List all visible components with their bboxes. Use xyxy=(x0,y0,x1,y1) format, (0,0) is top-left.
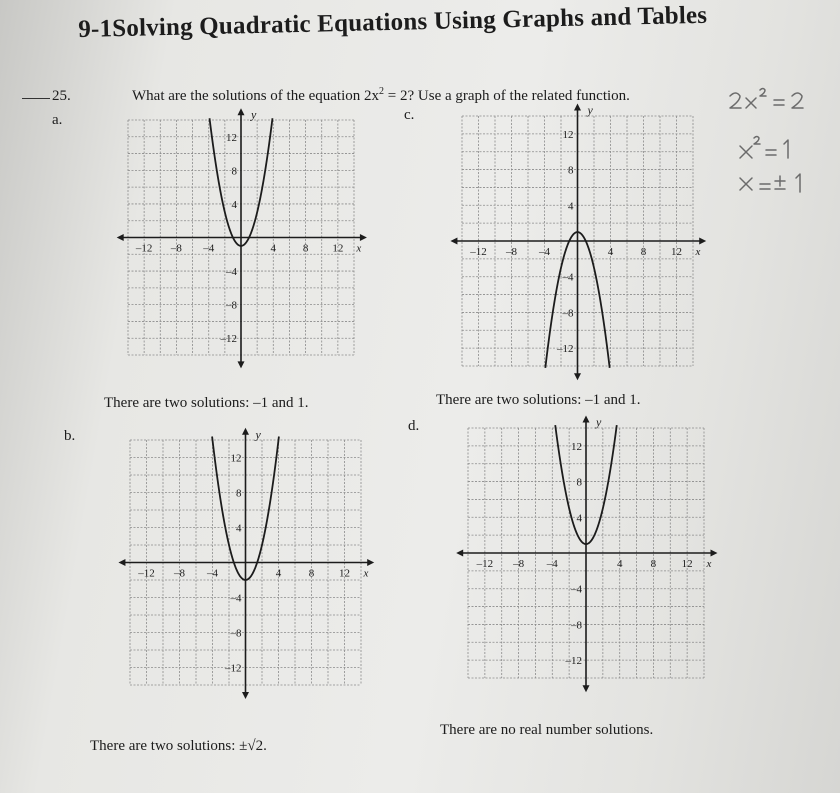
y-tick-label: 4 xyxy=(236,522,242,535)
y-tick-label: 8 xyxy=(231,165,237,178)
x-tick-label: –8 xyxy=(174,567,185,580)
option-d-caption: There are no real number solutions. xyxy=(440,722,654,738)
x-tick-label: 4 xyxy=(270,242,277,255)
axis-arrow-icon xyxy=(118,559,125,566)
x-axis-label: x xyxy=(706,558,712,570)
y-tick-label: 8 xyxy=(568,164,574,177)
axis-arrow-icon xyxy=(450,238,457,245)
y-tick-label: 4 xyxy=(576,512,582,525)
y-tick-label: –8 xyxy=(226,299,237,312)
x-tick-label: –12 xyxy=(135,242,153,255)
x-tick-label: 4 xyxy=(275,567,282,580)
axis-arrow-icon xyxy=(242,692,249,699)
option-b-caption: There are two solutions: ±√2. xyxy=(90,738,267,754)
x-tick-label: 12 xyxy=(332,242,344,255)
axis-arrow-icon xyxy=(699,238,706,245)
x-tick-label: 8 xyxy=(302,242,309,255)
y-tick-label: –12 xyxy=(220,333,237,346)
axis-arrow-icon xyxy=(583,416,590,423)
handwritten-work xyxy=(712,86,822,216)
y-tick-label: 4 xyxy=(568,200,574,213)
x-tick-label: 4 xyxy=(616,558,623,570)
axis-arrow-icon xyxy=(710,550,717,557)
y-tick-label: –12 xyxy=(565,655,582,668)
option-a-caption: There are two solutions: –1 and 1. xyxy=(104,395,309,411)
y-tick-label: –12 xyxy=(225,662,242,675)
y-tick-label: 12 xyxy=(226,131,237,144)
x-tick-label: –4 xyxy=(203,242,215,255)
x-tick-label: –8 xyxy=(506,246,517,258)
answer-blank[interactable] xyxy=(22,98,50,99)
option-letter-b[interactable]: b. xyxy=(64,428,76,444)
axis-arrow-icon xyxy=(456,550,463,557)
x-tick-label: 8 xyxy=(650,558,657,570)
option-letter-d[interactable]: d. xyxy=(408,418,420,434)
y-tick-label: 12 xyxy=(571,440,582,453)
question-text-prefix: What are the solutions of the equation 2x xyxy=(132,88,380,104)
axis-arrow-icon xyxy=(367,559,374,566)
option-c-caption: There are two solutions: –1 and 1. xyxy=(436,392,641,408)
y-tick-label: 12 xyxy=(230,452,242,465)
x-axis-label: x xyxy=(695,246,701,258)
x-tick-label: 12 xyxy=(671,246,682,258)
y-tick-label: –8 xyxy=(562,307,574,320)
graph-option-b xyxy=(110,420,385,705)
x-tick-label: –4 xyxy=(546,558,558,570)
x-axis-label: x xyxy=(356,242,362,255)
graph-option-a xyxy=(108,100,378,375)
y-tick-label: 12 xyxy=(562,128,574,141)
x-tick-label: –4 xyxy=(207,567,218,580)
x-tick-label: 12 xyxy=(681,558,693,570)
x-axis-label: x xyxy=(363,567,369,580)
option-letter-a[interactable]: a. xyxy=(52,112,63,128)
y-tick-label: –4 xyxy=(562,271,574,284)
x-tick-label: 8 xyxy=(640,246,647,258)
y-axis-label: y xyxy=(587,103,593,118)
y-tick-label: 8 xyxy=(236,487,242,500)
y-tick-label: –8 xyxy=(230,627,242,640)
x-tick-label: –8 xyxy=(513,558,525,570)
axis-arrow-icon xyxy=(242,428,249,435)
page-title: 9-1Solving Quadratic Equations Using Graphs and Tables xyxy=(78,1,708,43)
y-tick-label: –4 xyxy=(226,266,237,279)
axis-arrow-icon xyxy=(360,234,367,241)
x-tick-label: –8 xyxy=(170,242,182,255)
y-axis-label: y xyxy=(251,107,257,122)
x-tick-label: –4 xyxy=(539,246,550,258)
graph-option-d xyxy=(448,408,728,698)
axis-arrow-icon xyxy=(574,104,581,111)
x-tick-label: –12 xyxy=(138,567,155,580)
y-axis-label: y xyxy=(255,427,261,442)
question-exponent: 2 xyxy=(379,86,385,97)
y-axis-label: y xyxy=(596,415,602,430)
y-tick-label: –4 xyxy=(571,583,582,596)
x-tick-label: –12 xyxy=(470,246,487,258)
x-tick-label: 8 xyxy=(308,567,315,580)
y-tick-label: –12 xyxy=(557,343,574,356)
axis-arrow-icon xyxy=(117,234,124,241)
y-tick-label: 4 xyxy=(231,198,237,211)
question-text-suffix: = 2? Use a graph of the related function. xyxy=(384,88,630,104)
y-tick-label: –4 xyxy=(230,592,242,605)
axis-arrow-icon xyxy=(238,361,245,368)
graph-option-c xyxy=(442,96,717,386)
option-letter-c[interactable]: c. xyxy=(404,107,415,123)
axis-arrow-icon xyxy=(574,373,581,380)
question-number: 25. xyxy=(52,88,71,104)
x-tick-label: –12 xyxy=(476,558,494,570)
axis-arrow-icon xyxy=(583,685,590,692)
y-tick-label: –8 xyxy=(571,619,582,632)
x-tick-label: 4 xyxy=(607,246,614,258)
y-tick-label: 8 xyxy=(576,476,582,489)
x-tick-label: 12 xyxy=(339,567,350,580)
axis-arrow-icon xyxy=(238,108,245,115)
